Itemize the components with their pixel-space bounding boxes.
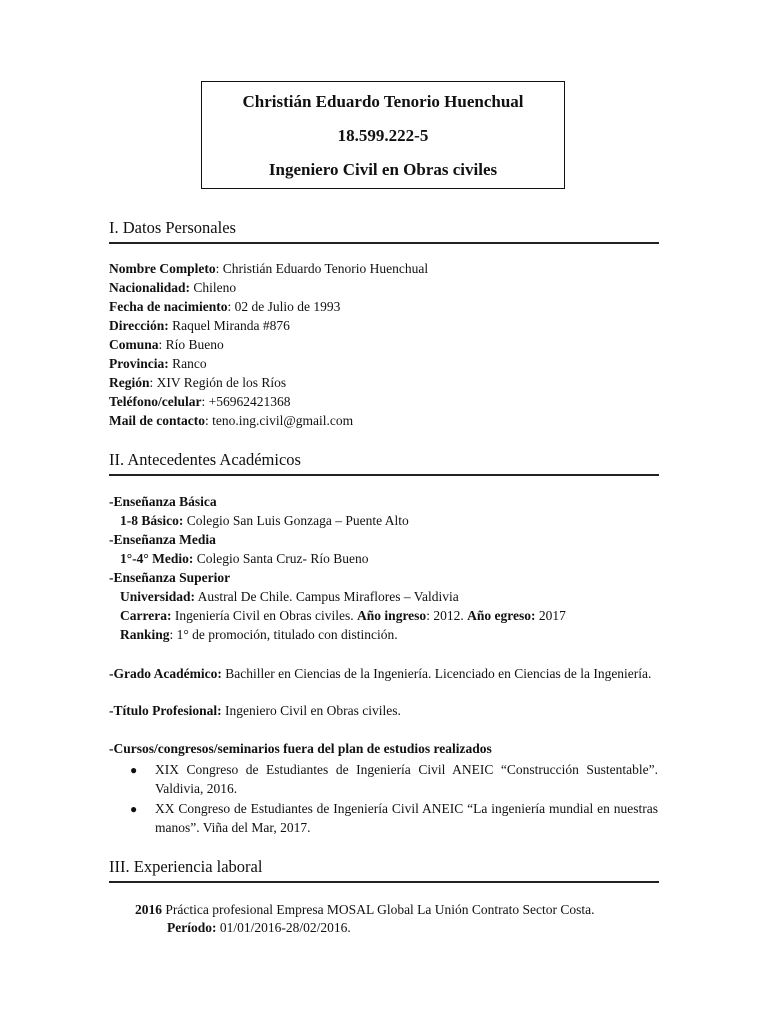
egreso-value: 2017 bbox=[535, 608, 566, 623]
ranking-label: Ranking bbox=[120, 627, 170, 642]
field-provincia bbox=[109, 356, 207, 372]
bullet-icon: ● bbox=[130, 802, 138, 816]
field-label: Mail de contacto bbox=[109, 413, 205, 428]
section-title-experience: III. Experiencia laboral bbox=[109, 857, 659, 883]
field-value: XIV Región de los Ríos bbox=[156, 375, 287, 390]
field-fecha-nacimiento bbox=[109, 299, 340, 315]
superior-title: -Enseñanza Superior bbox=[109, 570, 231, 585]
field-nombre bbox=[109, 261, 428, 277]
section-title-academic: II. Antecedentes Académicos bbox=[109, 450, 659, 476]
field-value: +56962421368 bbox=[208, 394, 291, 409]
basica-line bbox=[120, 513, 409, 529]
periodo-label: Período: bbox=[167, 920, 217, 935]
field-comuna bbox=[109, 337, 224, 353]
grado-paragraph bbox=[109, 664, 659, 683]
field-sep: : bbox=[201, 394, 209, 409]
field-value: Raquel Miranda #876 bbox=[172, 318, 290, 333]
field-nacionalidad bbox=[109, 280, 236, 296]
basica-title: -Enseñanza Básica bbox=[109, 494, 217, 509]
field-sep: : bbox=[158, 337, 166, 352]
titulo-value: Ingeniero Civil en Obras civiles. bbox=[221, 703, 401, 718]
basica-label: 1-8 Básico: bbox=[120, 513, 184, 528]
field-value: teno.ing.civil@gmail.com bbox=[212, 413, 354, 428]
ranking-value: : 1° de promoción, titulado con distinción. bbox=[169, 627, 398, 642]
media-title: -Enseñanza Media bbox=[109, 532, 216, 547]
media-label: 1°-4° Medio: bbox=[120, 551, 194, 566]
carrera-line bbox=[120, 608, 566, 624]
periodo-value: 01/01/2016-28/02/2016. bbox=[216, 920, 351, 935]
bullet-icon: ● bbox=[130, 763, 138, 777]
field-sep: : bbox=[215, 261, 223, 276]
carrera-label: Carrera: bbox=[120, 608, 172, 623]
ranking-line bbox=[120, 627, 398, 643]
experience-line bbox=[135, 902, 595, 918]
grado-label: -Grado Académico: bbox=[109, 666, 222, 681]
curso-item: XIX Congreso de Estudiantes de Ingeniería Civil ANEIC “Construcción Sustentable”. Valdivia, 2016. bbox=[155, 762, 658, 796]
carrera-value: Ingeniería Civil en Obras civiles. bbox=[171, 608, 358, 623]
cursos-title: -Cursos/congresos/seminarios fuera del plan de estudios realizados bbox=[109, 741, 492, 756]
header-profession: Ingeniero Civil en Obras civiles bbox=[268, 160, 498, 179]
field-value: Chileno bbox=[193, 280, 237, 295]
curso-item: XX Congreso de Estudiantes de Ingeniería Civil ANEIC “La ingeniería mundial en nuestras manos”. Viña del Mar, 2017. bbox=[155, 801, 658, 835]
titulo-label: -Título Profesional: bbox=[109, 703, 222, 718]
field-sep: : bbox=[149, 375, 157, 390]
titulo-line bbox=[109, 703, 401, 719]
experience-year: 2016 bbox=[135, 902, 162, 917]
media-value: Colegio Santa Cruz- Río Bueno bbox=[193, 551, 369, 566]
header-name: Christián Eduardo Tenorio Huenchual bbox=[242, 92, 524, 111]
field-label: Provincia: bbox=[109, 356, 169, 371]
field-value: 02 de Julio de 1993 bbox=[234, 299, 341, 314]
field-mail bbox=[109, 413, 353, 429]
experience-description: Práctica profesional Empresa MOSAL Global La Unión Contrato Sector Costa. bbox=[162, 902, 595, 917]
field-value: Ranco bbox=[172, 356, 207, 371]
field-region bbox=[109, 375, 286, 391]
field-label: Nacionalidad: bbox=[109, 280, 191, 295]
universidad-value: Austral De Chile. Campus Miraflores – Valdivia bbox=[195, 589, 459, 604]
basica-value: Colegio San Luis Gonzaga – Puente Alto bbox=[183, 513, 409, 528]
header-box bbox=[201, 81, 565, 189]
grado-value: Bachiller en Ciencias de la Ingeniería. Licenciado en Ciencias de la Ingeniería. bbox=[221, 666, 652, 681]
field-label: Comuna bbox=[109, 337, 159, 352]
media-line bbox=[120, 551, 369, 567]
egreso-label: Año egreso: bbox=[467, 608, 536, 623]
field-label: Teléfono/celular bbox=[109, 394, 202, 409]
field-sep: : bbox=[204, 413, 213, 428]
ingreso-value: : 2012. bbox=[426, 608, 468, 623]
section-title-personal: I. Datos Personales bbox=[109, 218, 659, 244]
periodo-line bbox=[167, 920, 351, 936]
field-direccion bbox=[109, 318, 290, 334]
field-value: Christián Eduardo Tenorio Huenchual bbox=[222, 261, 429, 276]
ingreso-label: Año ingreso bbox=[357, 608, 427, 623]
universidad-label: Universidad: bbox=[120, 589, 196, 604]
field-telefono bbox=[109, 394, 291, 410]
field-label: Dirección: bbox=[109, 318, 169, 333]
field-label: Región bbox=[109, 375, 150, 390]
field-value: Río Bueno bbox=[165, 337, 224, 352]
header-rut: 18.599.222-5 bbox=[337, 126, 429, 145]
field-label: Nombre Completo bbox=[109, 261, 216, 276]
universidad-line bbox=[120, 589, 459, 605]
field-label: Fecha de nacimiento bbox=[109, 299, 228, 314]
field-sep: : bbox=[227, 299, 235, 314]
